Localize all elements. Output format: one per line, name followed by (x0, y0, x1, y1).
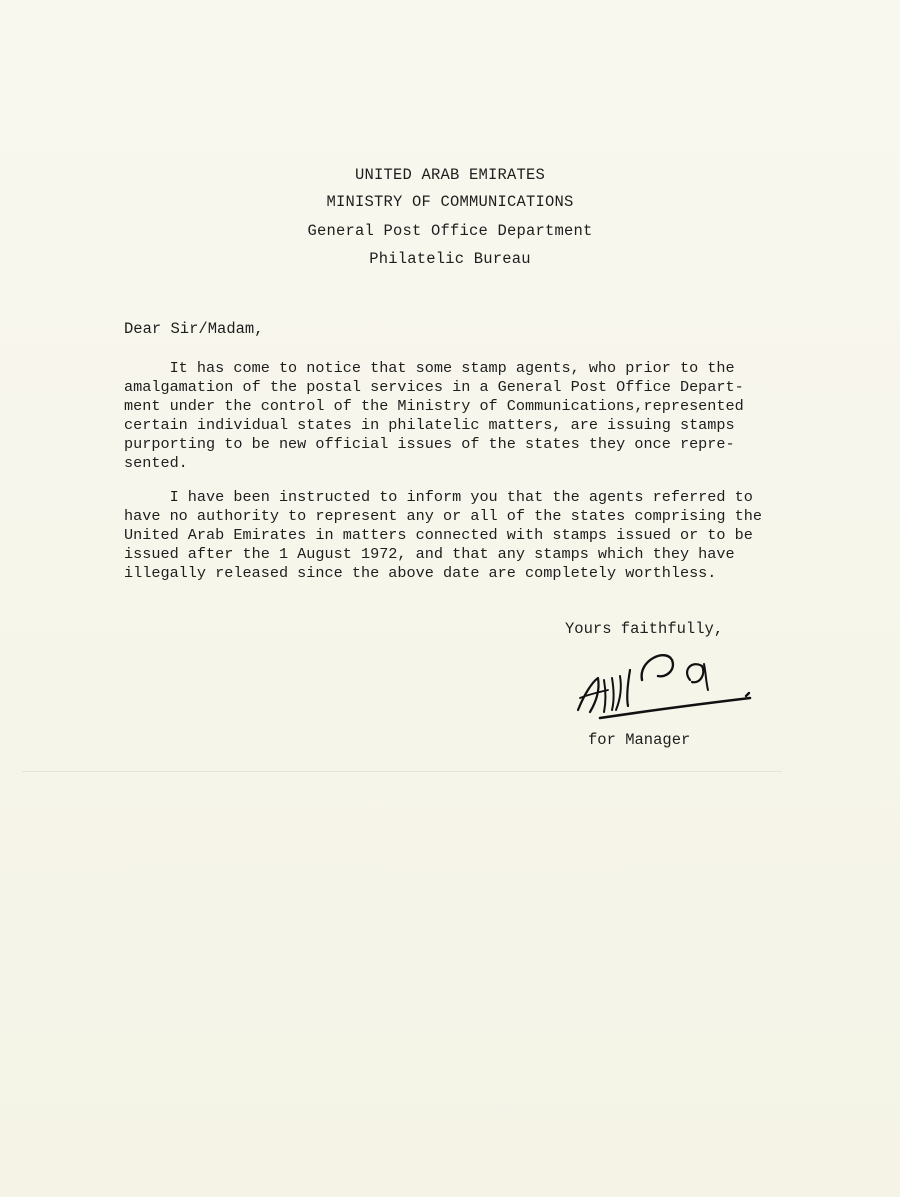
letterhead-department: General Post Office Department (307, 222, 593, 240)
closing: Yours faithfully, (565, 620, 724, 638)
paragraph-instruction (124, 488, 844, 583)
paragraph-line: ment under the control of the Ministry of Communications,represented (124, 397, 744, 415)
letterhead-ministry: MINISTRY OF COMMUNICATIONS (326, 193, 574, 211)
paragraph-line: illegally released since the above date are completely worthless. (124, 564, 717, 582)
paragraph-line: amalgamation of the postal services in a General Post Office Depart- (124, 378, 744, 396)
paragraph-notice (124, 359, 844, 473)
paragraph-line: have no authority to represent any or all of the states comprising the (124, 507, 762, 525)
paragraph-line: United Arab Emirates in matters connected with stamps issued or to be (124, 526, 753, 544)
paragraph-line: sented. (124, 454, 188, 472)
handwritten-signature (570, 640, 760, 725)
paragraph-line: certain individual states in philatelic matters, are issuing stamps (124, 416, 735, 434)
letterhead-bureau: Philatelic Bureau (369, 250, 531, 268)
paragraph-line: issued after the 1 August 1972, and that any stamps which they have (124, 545, 735, 563)
salutation: Dear Sir/Madam, (124, 320, 264, 338)
letterhead-country: UNITED ARAB EMIRATES (354, 166, 546, 184)
signature-caption: for Manager (588, 731, 691, 749)
paper-fold-line (22, 771, 782, 772)
paragraph-line: I have been instructed to inform you that the agents referred to (124, 488, 753, 506)
paragraph-line: It has come to notice that some stamp agents, who prior to the (124, 359, 735, 377)
paragraph-line: purporting to be new official issues of the states they once repre- (124, 435, 735, 453)
